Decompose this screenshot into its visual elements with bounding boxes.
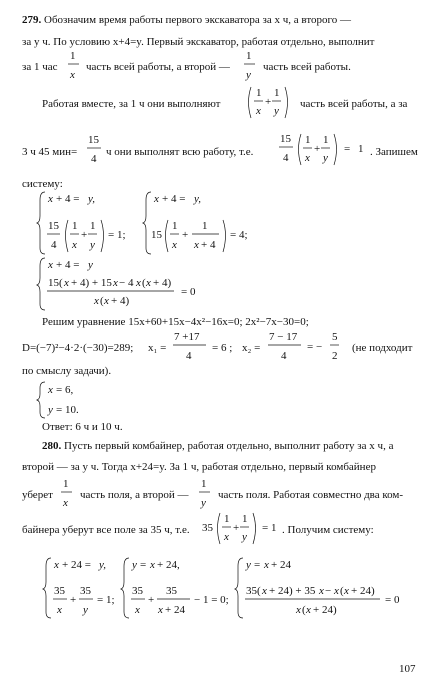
problem-number: 279. (22, 14, 42, 26)
x2-label: x₂ = (242, 342, 261, 354)
svg-text:x: x (63, 497, 68, 509)
svg-text:y: y (246, 559, 251, 571)
system-279-c (36, 256, 226, 314)
svg-text:x: x (135, 604, 140, 616)
svg-text:2: 2 (332, 350, 338, 362)
problem-279-line-5c: . Запишем (370, 146, 418, 158)
fraction-1-over-y (243, 48, 257, 84)
problem-280-line-3a: уберет (22, 489, 53, 501)
svg-text:=: = (254, 559, 261, 571)
svg-text:= 10.: = 10. (56, 404, 79, 416)
svg-text:y: y (48, 404, 53, 416)
svg-text:1: 1 (70, 50, 76, 62)
text: Пусть первый комбайнер, работая отдельно, выполнит работу за x ч, а (64, 440, 394, 452)
svg-text:35: 35 (202, 522, 213, 534)
svg-text:= 1;: = 1; (108, 229, 126, 241)
svg-text:x: x (172, 239, 177, 251)
svg-text:1: 1 (63, 478, 69, 490)
svg-text:+: + (81, 229, 88, 241)
svg-text:x: x (70, 69, 75, 81)
svg-text:x: x (54, 559, 59, 571)
svg-text:+ 4): + 4) (111, 295, 130, 307)
svg-text:x: x (319, 585, 324, 597)
svg-text:1: 1 (358, 143, 364, 155)
x2-note: (не подходит (352, 342, 413, 354)
svg-text:15: 15 (88, 134, 99, 146)
svg-text:1: 1 (90, 220, 96, 232)
svg-text:4: 4 (186, 350, 192, 362)
text: Обозначим время работы первого экскаватора за x ч, а второго — (44, 14, 351, 26)
svg-text:− 1 = 0;: − 1 = 0; (194, 594, 229, 606)
svg-text:x: x (64, 277, 69, 289)
problem-280-line-1 (42, 441, 393, 452)
svg-text:x: x (306, 604, 311, 616)
svg-text:1: 1 (305, 134, 311, 146)
svg-text:15: 15 (48, 220, 59, 232)
svg-text:x: x (94, 295, 99, 307)
svg-text:x: x (48, 259, 53, 271)
svg-text:= 1: = 1 (262, 522, 277, 534)
fraction-15-over-4 (86, 132, 104, 168)
svg-text:x: x (224, 531, 229, 543)
svg-text:+: + (233, 522, 240, 534)
svg-text:1: 1 (242, 513, 248, 525)
problem-279-line-5a: 3 ч 45 мин= (22, 146, 78, 158)
problem-279-line-3b: часть всей работы, а второй — (86, 61, 230, 73)
svg-text:+ 24): + 24) (313, 604, 337, 616)
svg-text:x: x (48, 193, 53, 205)
svg-text:y: y (201, 497, 206, 509)
svg-text:(: ( (340, 585, 344, 597)
svg-text:= 0: = 0 (385, 594, 400, 606)
svg-text:1: 1 (274, 87, 280, 99)
svg-text:−: − (325, 585, 332, 597)
answer-279: Ответ: 6 ч и 10 ч. (42, 421, 123, 433)
system-279-b (142, 190, 262, 258)
svg-text:x: x (104, 295, 109, 307)
svg-text:=: = (140, 559, 147, 571)
x1-fraction (172, 329, 210, 365)
svg-text:y,: y, (194, 193, 202, 205)
svg-text:7 +17: 7 +17 (174, 331, 200, 343)
svg-text:x: x (72, 239, 77, 251)
svg-text:4: 4 (91, 153, 97, 165)
system-280-b (120, 556, 238, 622)
svg-text:+ 24) + 35: + 24) + 35 (269, 585, 316, 597)
svg-text:+: + (70, 594, 77, 606)
svg-text:x: x (113, 277, 118, 289)
svg-text:− 4: − 4 (119, 277, 134, 289)
problem-279-line-1 (22, 15, 351, 26)
svg-text:+: + (314, 143, 321, 155)
svg-text:35: 35 (54, 585, 65, 597)
svg-text:x: x (334, 585, 339, 597)
solve-line (42, 317, 309, 328)
fraction-1-over-y-280 (198, 476, 212, 512)
svg-text:y: y (90, 239, 95, 251)
svg-text:x: x (48, 384, 53, 396)
svg-text:= −: = − (307, 341, 323, 353)
svg-text:x: x (194, 239, 199, 251)
svg-text:35: 35 (132, 585, 143, 597)
x1-label: x₁ = (148, 342, 167, 354)
equation-text: 15x+60+15x−4x²−16x=0; 2x²−7x−30=0; (128, 316, 309, 328)
equation-35-sum (200, 510, 278, 550)
svg-text:+ 4 =: + 4 = (56, 193, 80, 205)
svg-text:1: 1 (224, 513, 230, 525)
fraction-1-over-x-280 (60, 476, 74, 512)
problem-280-line-4b: . Получим систему: (282, 524, 374, 536)
svg-text:y: y (274, 105, 279, 117)
svg-text:= 4;: = 4; (230, 229, 248, 241)
svg-text:x: x (256, 105, 261, 117)
svg-text:x: x (305, 152, 310, 164)
svg-text:x: x (150, 559, 155, 571)
svg-text:x: x (264, 559, 269, 571)
equation-15-4-sum (278, 131, 370, 171)
svg-text:+ 4 =: + 4 = (162, 193, 186, 205)
problem-279-line-5b: ч они выполнят всю работу, т.е. (106, 146, 254, 158)
x2-fraction (267, 329, 355, 365)
svg-text:+ 24: + 24 (271, 559, 291, 571)
problem-279-line-3c: часть всей работы. (263, 61, 351, 73)
svg-text:+ 24: + 24 (165, 604, 185, 616)
svg-text:4: 4 (283, 152, 289, 164)
svg-text:y: y (83, 604, 88, 616)
system-280-a (42, 556, 122, 622)
svg-text:1: 1 (323, 134, 329, 146)
svg-text:y: y (242, 531, 247, 543)
problem-280-line-4a: байнера уберут все поле за 35 ч, т.е. (22, 524, 190, 536)
svg-text:x: x (158, 604, 163, 616)
text: Решим уравнение (42, 316, 126, 328)
svg-text:x: x (262, 585, 267, 597)
svg-text:+: + (148, 594, 155, 606)
problem-279-line-6: системy: (22, 178, 63, 190)
svg-text:4: 4 (51, 239, 57, 251)
svg-text:15(: 15( (48, 277, 63, 289)
system-280-c (234, 556, 424, 622)
svg-text:4: 4 (281, 350, 287, 362)
problem-279-line-3a: за 1 час (22, 61, 58, 73)
svg-text:x: x (344, 585, 349, 597)
svg-text:+: + (265, 96, 272, 108)
svg-text:1: 1 (246, 50, 252, 62)
svg-text:35: 35 (166, 585, 177, 597)
svg-text:7 − 17: 7 − 17 (269, 331, 298, 343)
svg-text:= 0: = 0 (181, 286, 196, 298)
svg-text:(: ( (142, 277, 146, 289)
problem-280-line-3b: часть поля, а второй — (80, 489, 189, 501)
svg-text:+ 24 =: + 24 = (62, 559, 91, 571)
svg-text:y: y (323, 152, 328, 164)
svg-text:1: 1 (172, 220, 178, 232)
svg-text:x: x (136, 277, 141, 289)
sense-note: по смыслу задачи). (22, 365, 112, 377)
sum-of-reciprocals (246, 84, 290, 124)
problem-number: 280. (42, 440, 62, 452)
svg-text:(: ( (100, 295, 104, 307)
svg-text:+: + (182, 229, 189, 241)
page-number: 107 (399, 663, 416, 675)
svg-text:y,: y, (99, 559, 107, 571)
svg-text:y: y (88, 259, 93, 271)
svg-text:= 6,: = 6, (56, 384, 74, 396)
svg-text:y: y (246, 69, 251, 81)
svg-text:x: x (146, 277, 151, 289)
svg-text:1: 1 (201, 478, 207, 490)
problem-280-line-2: второй — за y ч. Тогда x+24=y. За 1 ч, работая отдельно, первый комбайнер (22, 461, 376, 473)
svg-text:x: x (57, 604, 62, 616)
problem-279-line-4b: часть всей работы, а за (300, 98, 408, 110)
svg-text:x: x (296, 604, 301, 616)
svg-text:= 1;: = 1; (97, 594, 115, 606)
svg-text:=: = (344, 143, 351, 155)
svg-text:+ 4 =: + 4 = (56, 259, 80, 271)
problem-280-line-3c: часть поля. Работая совместно два ком- (218, 489, 404, 501)
svg-text:1: 1 (202, 220, 208, 232)
svg-text:+ 4: + 4 (201, 239, 216, 251)
fraction-1-over-x (67, 48, 81, 84)
problem-279-line-4a: Работая вместе, за 1 ч они выполняют (42, 98, 221, 110)
svg-text:y: y (132, 559, 137, 571)
discriminant: D=(−7)²−4·2·(−30)=289; (22, 342, 134, 354)
svg-text:15: 15 (280, 133, 291, 145)
svg-text:1: 1 (256, 87, 262, 99)
svg-text:1: 1 (72, 220, 78, 232)
svg-text:+ 4): + 4) (153, 277, 172, 289)
svg-text:+ 24,: + 24, (157, 559, 180, 571)
system-279-a (36, 190, 146, 258)
svg-text:35(: 35( (246, 585, 261, 597)
svg-text:5: 5 (332, 331, 338, 343)
svg-text:(: ( (302, 604, 306, 616)
svg-text:y,: y, (88, 193, 96, 205)
svg-text:x: x (154, 193, 159, 205)
solution-system (36, 380, 106, 420)
svg-text:15: 15 (151, 229, 162, 241)
problem-279-line-2: за y ч. По условию x+4=y. Первый экскаватор, работая отдельно, выполнит (22, 36, 375, 48)
svg-text:+ 4) + 15: + 4) + 15 (71, 277, 112, 289)
svg-text:+ 24): + 24) (351, 585, 375, 597)
svg-text:35: 35 (80, 585, 91, 597)
x1-value: = 6 ; (212, 342, 233, 354)
